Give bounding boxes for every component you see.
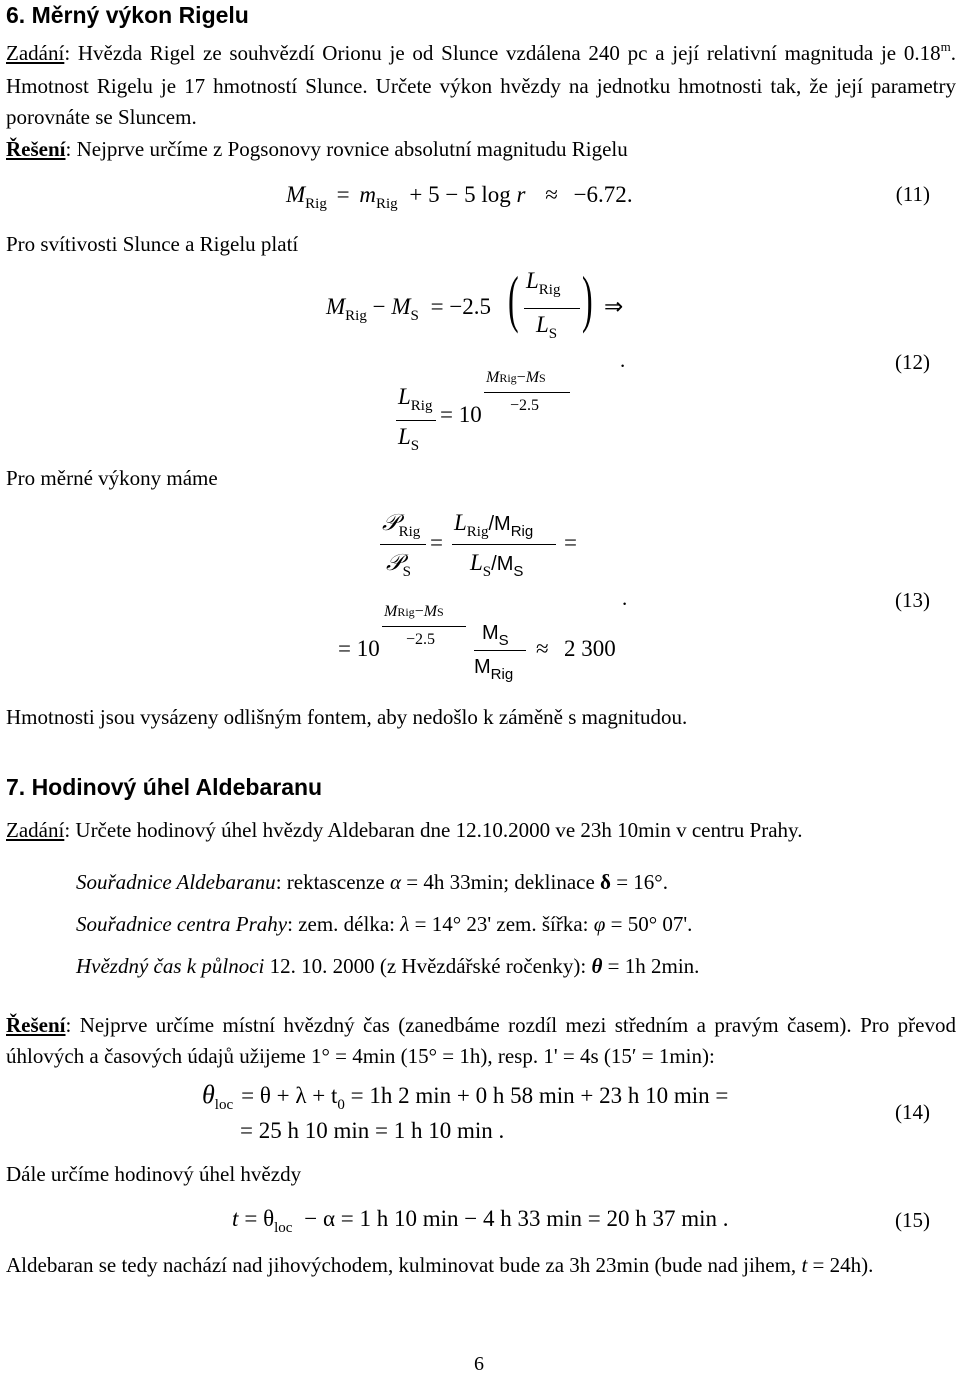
eq13-result: 2 300: [564, 636, 616, 661]
eq15-rest: − α = 1 h 10 min − 4 h 33 min = 20 h 37 min .: [298, 1206, 729, 1231]
eq12-eq-part: = −2.5: [430, 294, 492, 319]
mass-font-note: Hmotnosti jsou vysázeny odlišným fontem, aby nedošlo k záměně s magnitudou.: [6, 705, 688, 729]
prague-coordinates-text-2: = 14° 23' zem. šířka:: [409, 912, 594, 936]
eq12-exp-sub-s: S: [539, 371, 546, 385]
eq13-eq1: =: [430, 530, 443, 555]
lambda-symbol: λ: [400, 912, 410, 936]
eq14-line1-a: = θ + λ + t: [241, 1083, 338, 1108]
equation-11: [286, 182, 633, 212]
aldebaran-coordinates: [76, 872, 668, 893]
eq13-exp-minus: −: [414, 603, 424, 620]
eq14-line2: = 25 h 10 min = 1 h 10 min .: [240, 1118, 505, 1143]
section-6-solution: [6, 134, 956, 165]
eq12-M-s: M: [391, 294, 411, 319]
zadani7-text: : Určete hodinový úhel hvězdy Aldebaran dne 12.10.2000 ve 23h 10min v centru Prahy.: [64, 818, 803, 842]
eq15-number: (15): [895, 1208, 930, 1232]
eq13-mass-rig-sub: Rig: [490, 666, 514, 683]
eq13-exp-num: [384, 604, 444, 620]
eq14-sub-loc: loc: [214, 1097, 234, 1113]
eq14-number: (14): [895, 1100, 930, 1124]
eq12-frac-den: [536, 312, 558, 342]
delta-symbol: δ: [600, 870, 611, 894]
reseni7-label: Řešení: [6, 1013, 66, 1037]
eq13-exp-M-rig: M: [384, 603, 398, 620]
eq13-mass-den: [474, 656, 514, 683]
eq12-exp-M-rig: M: [486, 369, 500, 386]
reseni-label: Řešení: [6, 137, 66, 161]
eq11-dot: .: [626, 182, 633, 207]
eq13-mass-s: M: [482, 622, 499, 644]
eq11-m: m: [359, 182, 376, 207]
prague-coordinates-text: : zem. délka:: [287, 912, 401, 936]
eq11-result: −6.72: [573, 182, 627, 207]
eq12-L2-num-sub: Rig: [410, 398, 433, 414]
aldebaran-coordinates-text: : rektascenze: [275, 870, 390, 894]
eq13-L-rig: L: [454, 510, 467, 535]
eq13-l-frac-line: [452, 544, 556, 545]
sidereal-time-text-2: = 1h 2min.: [602, 954, 700, 978]
eq13-L-rig-sub: Rig: [466, 524, 489, 540]
section-6-heading: 6. Měrný výkon Rigelu: [6, 2, 249, 28]
eq13-p-s-sub: S: [402, 564, 411, 580]
eq13-exp-line: [382, 626, 466, 627]
aldebaran-coordinates-text-3: = 16°.: [610, 870, 668, 894]
zadani-label: Zadání: [6, 41, 65, 65]
eq11-M-sub: Rig: [305, 196, 327, 212]
conclusion-t: t: [801, 1253, 808, 1277]
eq14-t-sub: 0: [337, 1097, 345, 1113]
zadani-text: : Hvězda Rigel ze souhvězdí Orionu je od Slunce vzdálena 240 pc a její relativní magnituda je 0.18: [64, 41, 941, 65]
eq11-r: r: [516, 182, 526, 207]
eq13-ten: = 10: [338, 636, 380, 661]
eq13-exp-sub-s: S: [437, 605, 444, 619]
eq11-m-sub: Rig: [375, 196, 398, 212]
sidereal-time: [76, 956, 699, 977]
eq13-l-num: [454, 510, 534, 540]
eq13-slash-M-s: /M: [491, 553, 514, 575]
eq12-line2-frac-line: [396, 420, 436, 421]
eq14-theta: θ: [202, 1080, 215, 1109]
section-7-assignment: [6, 820, 802, 841]
eq12-line1-lhs: [326, 294, 492, 324]
conclusion-text-2: = 24h).: [807, 1253, 874, 1277]
zadani-sup: m: [940, 39, 951, 54]
eq12-M-rig: M: [326, 294, 346, 319]
eq11-middle: + 5 − 5 log: [409, 182, 511, 207]
eq11-equals: =: [336, 182, 350, 207]
aldebaran-coordinates-label: Souřadnice Aldebaranu: [76, 870, 276, 894]
eq12-exp-num: [486, 370, 546, 386]
eq12-number: (12): [895, 350, 930, 374]
eq13-p-s: 𝒫: [386, 550, 403, 575]
eq13-p-rig-sub: Rig: [398, 524, 421, 540]
eq13-L-s-sub: S: [482, 564, 492, 580]
eq12-frac-num: [526, 268, 561, 298]
eq12-exp-sub-rig: Rig: [499, 371, 517, 385]
eq15-eq-theta: = θ: [244, 1206, 275, 1231]
aldebaran-coordinates-text-2: = 4h 33min; deklinace: [400, 870, 601, 894]
reseni-text: : Nejprve určíme z Pogsonovy rovnice absolutní magnitudu Rigelu: [65, 137, 628, 161]
eq12-L2-num: L: [398, 384, 411, 409]
eq12-exp-M-s: M: [525, 369, 540, 386]
eq12-L-den: L: [536, 312, 549, 337]
section-7-solution: [6, 1010, 956, 1072]
eq12-L2-den: L: [398, 424, 411, 449]
eq11-M: M: [286, 182, 306, 207]
eq13-eq2: =: [564, 530, 577, 555]
section-6-assignment: [6, 38, 956, 133]
eq13-mass-frac-line: [474, 650, 526, 651]
eq13-M-s-sub: S: [513, 563, 524, 580]
eq12-paren-right: ): [582, 263, 593, 334]
page-number: 6: [474, 1353, 484, 1375]
eq12-sub-rig: Rig: [345, 308, 367, 324]
sidereal-time-label: Hvězdný čas k půlnoci: [76, 954, 265, 978]
eq13-exp-den: −2.5: [406, 631, 436, 648]
section-7-heading: 7. Hodinový úhel Aldebaranu: [6, 774, 323, 800]
eq12-minus: −: [372, 294, 386, 319]
eq13-dot: .: [622, 586, 628, 610]
eq13-p-rig: 𝒫: [382, 510, 399, 535]
eq14-line1: [202, 1080, 729, 1113]
prague-coordinates: [76, 914, 692, 935]
eq12-line2-num: [398, 384, 433, 414]
eq13-approx: ≈: [536, 636, 549, 661]
eq13-p-frac-line: [380, 544, 426, 545]
svitivost-text: Pro svítivosti Slunce a Rigelu platí: [6, 232, 299, 256]
eq12-sub-s: S: [410, 308, 419, 324]
prague-coordinates-label: Souřadnice centra Prahy: [76, 912, 288, 936]
eq13-mass-rig: M: [474, 656, 491, 678]
phi-symbol: φ: [593, 912, 606, 936]
eq12-exp-den: −2.5: [510, 397, 540, 414]
eq12-exp-line: [484, 392, 570, 393]
eq13-p-den: [386, 550, 411, 580]
eq12-L-den-sub: S: [548, 326, 558, 342]
eq13-L-s: L: [470, 550, 483, 575]
reseni7-text: : Nejprve určíme místní hvězdný čas (zanedbáme rozdíl mezi středním a pravým časem). Pro převod úhlových a časových údajů užijeme 1° = 4min (15° = 1h), resp. 1' = 4s (15′ = 1min):: [6, 1013, 956, 1068]
eq15: [232, 1206, 729, 1236]
eq13-mass-num: [482, 622, 509, 649]
eq12-implies: ⇒: [604, 294, 624, 319]
eq15-t: t: [232, 1206, 239, 1231]
eq13-M-rig-sub: Rig: [510, 523, 534, 540]
eq13-number: (13): [895, 588, 930, 612]
eq13-exp-sub-rig: Rig: [397, 605, 415, 619]
vykony-text: Pro měrné výkony máme: [6, 466, 218, 490]
eq12-L2-den-sub: S: [410, 438, 420, 454]
eq12-exp-minus: −: [516, 369, 526, 386]
conclusion: [6, 1250, 956, 1281]
alpha-symbol: α: [389, 870, 401, 894]
eq11-approx: ≈: [545, 182, 558, 207]
eq15-sub-loc: loc: [274, 1220, 293, 1236]
eq12-L-num-sub: Rig: [538, 282, 561, 298]
eq12-L-num: L: [526, 268, 539, 293]
eq13-exp-M-s: M: [423, 603, 438, 620]
eq11-number: (11): [895, 182, 930, 206]
sidereal-time-text: 12. 10. 2000 (z Hvězdářské ročenky):: [264, 954, 592, 978]
eq13-l-den: [470, 550, 524, 580]
eq13-p-num: [382, 510, 421, 540]
theta-symbol: θ: [591, 954, 603, 978]
hour-angle-text: Dále určíme hodinový úhel hvězdy: [6, 1162, 302, 1186]
eq13-mass-s-sub: S: [498, 632, 509, 649]
eq12-paren-left: (: [508, 263, 519, 334]
conclusion-text: Aldebaran se tedy nachází nad jihovýchodem, kulminovat bude za 3h 23min (bude nad jihem,: [6, 1253, 802, 1277]
eq14-line1-b: = 1h 2 min + 0 h 58 min + 23 h 10 min =: [344, 1083, 729, 1108]
eq12-ten: = 10: [440, 402, 482, 427]
eq12-line2-den: [398, 424, 420, 454]
eq12-frac-line: [524, 308, 580, 309]
prague-coordinates-text-3: = 50° 07'.: [605, 912, 693, 936]
zadani-text-2: . Hmotnost Rigelu je 17 hmotností Slunce. Určete výkon hvězdy na jednotku hmotnosti tak, že její parametry porovnáte se Sluncem.: [6, 41, 956, 129]
zadani7-label: Zadání: [6, 818, 65, 842]
eq13-slash-M-rig: /M: [488, 513, 511, 535]
eq12-dot: .: [620, 348, 626, 372]
